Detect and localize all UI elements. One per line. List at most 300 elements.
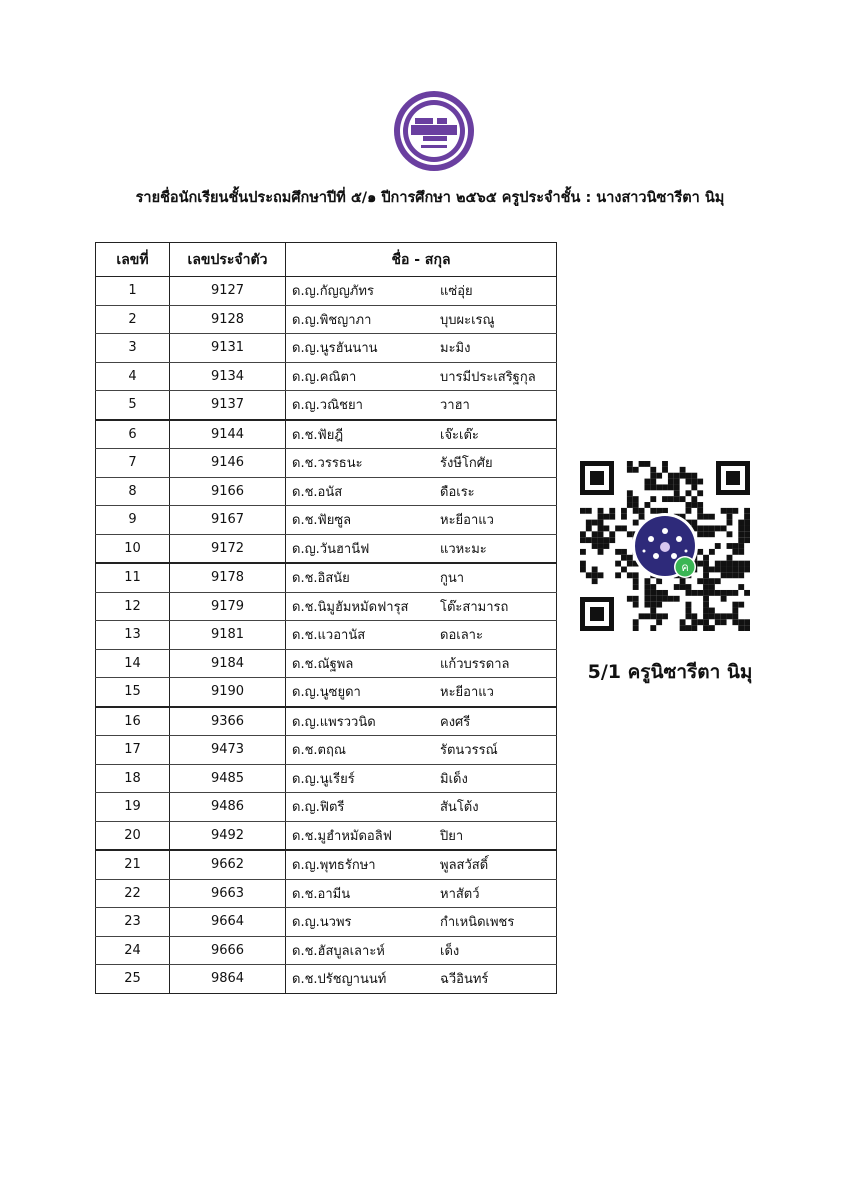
- qr-module: [697, 590, 703, 596]
- qr-module: [738, 567, 744, 573]
- qr-module: [621, 567, 627, 573]
- qr-module: [732, 543, 738, 549]
- qr-module: [592, 567, 598, 573]
- qr-module: [598, 549, 604, 555]
- qr-module: [732, 590, 738, 596]
- qr-module: [738, 537, 744, 543]
- qr-module: [727, 590, 733, 596]
- cell-number: 10: [96, 534, 170, 563]
- table-row: [96, 908, 557, 937]
- qr-module: [650, 596, 656, 602]
- qr-module: [656, 484, 662, 490]
- cell-name: [286, 908, 557, 937]
- cell-student-id: 9127: [170, 277, 286, 306]
- cell-name: [286, 736, 557, 765]
- qr-module: [633, 578, 639, 584]
- last-name: พูลสวัสดิ์: [440, 858, 489, 874]
- qr-module: [598, 572, 604, 578]
- qr-module: [709, 531, 715, 537]
- qr-module: [744, 567, 750, 573]
- table-row: [96, 821, 557, 850]
- qr-module: [609, 537, 615, 543]
- qr-module: [639, 514, 645, 520]
- qr-module: [674, 473, 680, 479]
- qr-module: [662, 590, 668, 596]
- cell-student-id: 9662: [170, 850, 286, 879]
- qr-module: [633, 496, 639, 502]
- qr-module: [686, 602, 692, 608]
- qr-module: [580, 537, 586, 543]
- cell-name: [286, 305, 557, 334]
- qr-module: [686, 473, 692, 479]
- qr-module: [691, 613, 697, 619]
- cell-student-id: 9864: [170, 965, 286, 994]
- qr-module: [703, 514, 709, 520]
- qr-module: [615, 525, 621, 531]
- cell-name: [286, 965, 557, 994]
- qr-module: [644, 584, 650, 590]
- last-name: กูนา: [440, 571, 465, 587]
- cell-number: 4: [96, 362, 170, 391]
- qr-module: [686, 508, 692, 514]
- cell-number: 14: [96, 649, 170, 678]
- qr-module: [633, 467, 639, 473]
- qr-module: [674, 496, 680, 502]
- qr-module: [586, 537, 592, 543]
- cell-student-id: 9366: [170, 707, 286, 736]
- qr-module: [744, 537, 750, 543]
- qr-module: [609, 508, 615, 514]
- last-name: วาฮา: [440, 398, 470, 414]
- qr-module: [644, 590, 650, 596]
- qr-module: [656, 619, 662, 625]
- qr-module: [709, 584, 715, 590]
- first-name: ด.ช.ฟัยซูล: [292, 513, 352, 529]
- qr-module: [650, 508, 656, 514]
- qr-module: [697, 531, 703, 537]
- qr-module: [644, 461, 650, 467]
- qr-code: [578, 459, 752, 633]
- cell-number: 5: [96, 391, 170, 420]
- cell-name: [286, 277, 557, 306]
- qr-module: [680, 473, 686, 479]
- qr-module: [603, 514, 609, 520]
- qr-module: [703, 590, 709, 596]
- qr-module: [586, 520, 592, 526]
- cell-number: 16: [96, 707, 170, 736]
- qr-module: [650, 584, 656, 590]
- qr-module: [592, 537, 598, 543]
- cell-number: 19: [96, 793, 170, 822]
- table-row: [96, 477, 557, 506]
- qr-module: [662, 484, 668, 490]
- qr-module: [662, 596, 668, 602]
- qr-module: [592, 543, 598, 549]
- qr-module: [703, 625, 709, 631]
- qr-module: [662, 461, 668, 467]
- qr-module: [721, 596, 727, 602]
- qr-module: [738, 572, 744, 578]
- qr-module: [598, 537, 604, 543]
- table-row: [96, 534, 557, 563]
- qr-module: [656, 613, 662, 619]
- first-name: ด.ญ.คณิตา: [292, 369, 357, 385]
- qr-module: [744, 531, 750, 537]
- qr-module: [586, 508, 592, 514]
- qr-module: [732, 619, 738, 625]
- qr-module: [686, 590, 692, 596]
- table-row: [96, 391, 557, 420]
- last-name: กำเหนิดเพชร: [440, 915, 515, 931]
- qr-module: [721, 619, 727, 625]
- qr-module: [580, 549, 586, 555]
- qr-module: [592, 520, 598, 526]
- qr-module: [709, 613, 715, 619]
- qr-module: [697, 514, 703, 520]
- qr-module: [691, 520, 697, 526]
- qr-module: [592, 572, 598, 578]
- qr-module: [744, 619, 750, 625]
- first-name: ด.ญ.พิชญาภา: [292, 312, 372, 328]
- qr-module: [580, 561, 586, 567]
- cell-student-id: 9146: [170, 449, 286, 478]
- qr-module: [727, 508, 733, 514]
- qr-module: [609, 531, 615, 537]
- cell-name: [286, 391, 557, 420]
- qr-module: [656, 602, 662, 608]
- qr-module: [650, 467, 656, 473]
- qr-module: [715, 613, 721, 619]
- last-name: เจ๊ะเต๊ะ: [440, 427, 479, 443]
- qr-module: [703, 531, 709, 537]
- qr-module: [656, 578, 662, 584]
- qr-finder-bottom-left: [580, 597, 614, 631]
- cell-number: 7: [96, 449, 170, 478]
- first-name: ด.ช.นิมูฮัมหมัดฟารุส: [292, 599, 409, 615]
- first-name: ด.ช.อิสนัย: [292, 571, 350, 587]
- qr-module: [697, 479, 703, 485]
- table-row: [96, 506, 557, 535]
- cell-number: 9: [96, 506, 170, 535]
- cell-student-id: 9184: [170, 649, 286, 678]
- table-row: [96, 936, 557, 965]
- qr-module: [744, 590, 750, 596]
- first-name: ด.ญ.นวพร: [292, 915, 352, 931]
- qr-caption: 5/1 ครูนิซารีตา นิมุ: [587, 661, 753, 683]
- table-row: [96, 649, 557, 678]
- cell-name: [286, 850, 557, 879]
- qr-module: [686, 479, 692, 485]
- cell-name: [286, 621, 557, 650]
- table-row: [96, 850, 557, 879]
- qr-module: [727, 531, 733, 537]
- qr-module: [627, 467, 633, 473]
- qr-module: [627, 596, 633, 602]
- qr-module: [732, 613, 738, 619]
- cell-number: 1: [96, 277, 170, 306]
- qr-module: [727, 572, 733, 578]
- qr-module: [674, 490, 680, 496]
- page-title: รายชื่อนักเรียนชั้นประถมศึกษาปีที่ ๕/๑ ปีการศึกษา ๒๕๖๕ ครูประจำชั้น : นางสาวนิซารีตา นิมุ: [135, 190, 725, 206]
- qr-module: [592, 578, 598, 584]
- line-icon: [674, 556, 696, 578]
- qr-module: [697, 525, 703, 531]
- qr-module: [627, 555, 633, 561]
- qr-module: [703, 584, 709, 590]
- qr-module: [662, 613, 668, 619]
- last-name: รังษีโกศัย: [440, 456, 493, 472]
- cell-number: 25: [96, 965, 170, 994]
- cell-number: 12: [96, 592, 170, 621]
- qr-module: [703, 561, 709, 567]
- qr-module: [656, 590, 662, 596]
- qr-module: [650, 608, 656, 614]
- qr-module: [609, 514, 615, 520]
- first-name: ด.ญ.นูเรียร์: [292, 771, 355, 787]
- qr-module: [727, 543, 733, 549]
- first-name: ด.ช.ฮัสบูลเลาะห์: [292, 943, 385, 959]
- qr-module: [644, 484, 650, 490]
- cell-number: 3: [96, 334, 170, 363]
- last-name: แก้วบรรดาล: [440, 656, 510, 672]
- qr-module: [621, 555, 627, 561]
- cell-name: [286, 821, 557, 850]
- cell-number: 21: [96, 850, 170, 879]
- cell-student-id: 9144: [170, 420, 286, 449]
- first-name: ด.ญ.วณิชยา: [292, 398, 363, 414]
- table-row: [96, 449, 557, 478]
- cell-number: 6: [96, 420, 170, 449]
- qr-module: [691, 479, 697, 485]
- cell-student-id: 9473: [170, 736, 286, 765]
- qr-module: [615, 572, 621, 578]
- qr-module: [627, 496, 633, 502]
- cell-number: 13: [96, 621, 170, 650]
- qr-module: [738, 619, 744, 625]
- qr-module: [668, 479, 674, 485]
- qr-module: [644, 502, 650, 508]
- column-header-name: ชื่อ - สกุล: [286, 243, 557, 277]
- cell-name: [286, 362, 557, 391]
- qr-module: [697, 490, 703, 496]
- cell-name: [286, 563, 557, 592]
- table-row: [96, 592, 557, 621]
- qr-module: [603, 537, 609, 543]
- qr-module: [732, 608, 738, 614]
- cell-student-id: 9485: [170, 764, 286, 793]
- first-name: ด.ช.มูฮำหมัดอลิฟ: [292, 828, 392, 844]
- qr-module: [686, 490, 692, 496]
- qr-module: [650, 625, 656, 631]
- cell-name: [286, 534, 557, 563]
- qr-module: [662, 496, 668, 502]
- qr-module: [598, 508, 604, 514]
- qr-module: [621, 525, 627, 531]
- qr-module: [738, 602, 744, 608]
- table-row: [96, 678, 557, 707]
- qr-module: [674, 479, 680, 485]
- cell-student-id: 9664: [170, 908, 286, 937]
- qr-module: [598, 514, 604, 520]
- qr-module: [674, 484, 680, 490]
- qr-module: [691, 590, 697, 596]
- qr-module: [715, 578, 721, 584]
- qr-module: [627, 572, 633, 578]
- last-name: แซ่อุ่ย: [440, 284, 473, 300]
- roster-body: [96, 277, 557, 994]
- qr-module: [680, 625, 686, 631]
- cell-name: [286, 592, 557, 621]
- qr-module: [727, 561, 733, 567]
- qr-module: [691, 502, 697, 508]
- cell-name: [286, 477, 557, 506]
- qr-module: [627, 461, 633, 467]
- cell-name: [286, 879, 557, 908]
- qr-module: [650, 479, 656, 485]
- student-roster-table: [95, 242, 557, 994]
- qr-module: [662, 508, 668, 514]
- qr-module: [721, 567, 727, 573]
- qr-module: [615, 561, 621, 567]
- qr-module: [703, 613, 709, 619]
- qr-module: [703, 525, 709, 531]
- qr-module: [686, 584, 692, 590]
- cell-name: [286, 936, 557, 965]
- qr-module: [598, 543, 604, 549]
- qr-module: [697, 502, 703, 508]
- qr-module: [686, 625, 692, 631]
- qr-finder-top-right: [716, 461, 750, 495]
- cell-student-id: 9131: [170, 334, 286, 363]
- qr-module: [703, 602, 709, 608]
- qr-module: [691, 619, 697, 625]
- qr-module: [686, 608, 692, 614]
- qr-module: [656, 473, 662, 479]
- qr-finder-top-left: [580, 461, 614, 495]
- qr-module: [744, 508, 750, 514]
- cell-student-id: 9663: [170, 879, 286, 908]
- qr-module: [732, 561, 738, 567]
- qr-module: [650, 496, 656, 502]
- last-name: แวหะมะ: [440, 541, 487, 557]
- last-name: ดอเลาะ: [440, 628, 483, 644]
- qr-module: [715, 567, 721, 573]
- qr-module: [627, 490, 633, 496]
- last-name: รัตนวรรณ์: [440, 743, 498, 759]
- table-row: [96, 736, 557, 765]
- qr-module: [598, 531, 604, 537]
- qr-module: [627, 561, 633, 567]
- last-name: คงศรี: [440, 714, 471, 730]
- qr-module: [715, 561, 721, 567]
- cell-student-id: 9128: [170, 305, 286, 334]
- qr-module: [686, 613, 692, 619]
- qr-module: [644, 479, 650, 485]
- qr-module: [727, 567, 733, 573]
- qr-module: [680, 467, 686, 473]
- qr-module: [656, 508, 662, 514]
- qr-module: [738, 525, 744, 531]
- qr-module: [633, 572, 639, 578]
- table-row: [96, 621, 557, 650]
- line-icon-letter: ค: [681, 561, 689, 574]
- qr-module: [691, 473, 697, 479]
- qr-module: [633, 596, 639, 602]
- cell-name: [286, 420, 557, 449]
- qr-module: [738, 543, 744, 549]
- qr-module: [621, 514, 627, 520]
- qr-module: [715, 543, 721, 549]
- qr-module: [721, 590, 727, 596]
- last-name: โต๊ะสามารถ: [440, 599, 509, 615]
- last-name: มะมิง: [440, 341, 471, 357]
- qr-module: [697, 508, 703, 514]
- qr-module: [715, 525, 721, 531]
- qr-module: [650, 473, 656, 479]
- qr-module: [644, 602, 650, 608]
- qr-module: [592, 531, 598, 537]
- table-row: [96, 879, 557, 908]
- cell-student-id: 9167: [170, 506, 286, 535]
- table-row: [96, 305, 557, 334]
- cell-number: 20: [96, 821, 170, 850]
- qr-module: [697, 578, 703, 584]
- cell-number: 2: [96, 305, 170, 334]
- last-name: หาสัตว์: [440, 886, 480, 902]
- qr-module: [709, 567, 715, 573]
- qr-module: [680, 578, 686, 584]
- cell-number: 22: [96, 879, 170, 908]
- column-header-number: เลขที่: [96, 243, 170, 277]
- qr-module: [650, 602, 656, 608]
- qr-module: [680, 496, 686, 502]
- qr-module: [738, 584, 744, 590]
- qr-module: [709, 514, 715, 520]
- qr-module: [732, 572, 738, 578]
- qr-module: [738, 625, 744, 631]
- qr-module: [580, 508, 586, 514]
- cell-number: 24: [96, 936, 170, 965]
- first-name: ด.ญ.วันฮานีฟ: [292, 541, 370, 557]
- first-name: ด.ญ.นูซยูดา: [292, 685, 361, 701]
- qr-module: [721, 572, 727, 578]
- qr-module: [703, 596, 709, 602]
- qr-module: [744, 525, 750, 531]
- table-row: [96, 334, 557, 363]
- qr-module: [633, 619, 639, 625]
- qr-module: [732, 567, 738, 573]
- qr-module: [680, 619, 686, 625]
- first-name: ด.ญ.พุทธรักษา: [292, 858, 376, 874]
- qr-module: [738, 549, 744, 555]
- last-name: ฉวีอินทร์: [440, 972, 489, 988]
- qr-module: [738, 520, 744, 526]
- last-name: บารมีประเสริฐกุล: [440, 369, 536, 385]
- qr-module: [633, 520, 639, 526]
- qr-module: [627, 502, 633, 508]
- cell-student-id: 9190: [170, 678, 286, 707]
- last-name: ดือเระ: [440, 484, 475, 500]
- qr-module: [686, 502, 692, 508]
- qr-module: [703, 572, 709, 578]
- cell-number: 11: [96, 563, 170, 592]
- cell-student-id: 9178: [170, 563, 286, 592]
- table-row: [96, 707, 557, 736]
- table-row: [96, 362, 557, 391]
- qr-module: [744, 520, 750, 526]
- qr-module: [727, 613, 733, 619]
- cell-student-id: 9492: [170, 821, 286, 850]
